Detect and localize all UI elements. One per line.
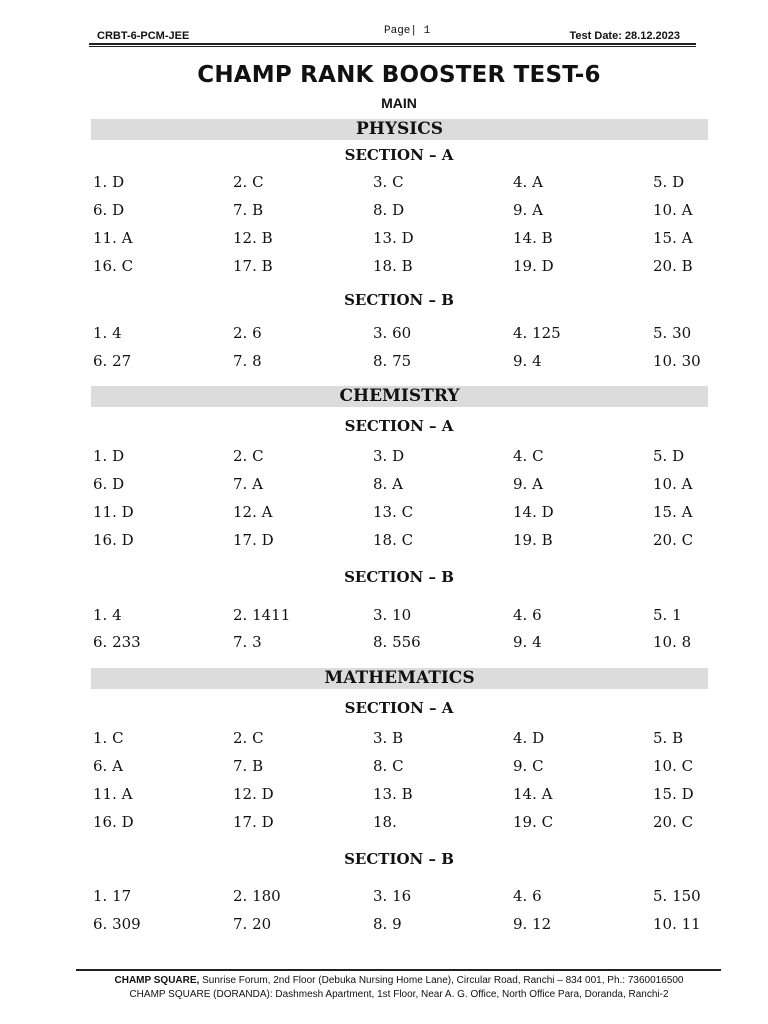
- answer-cell: 8. A: [373, 475, 403, 493]
- answer-row: [93, 257, 733, 277]
- answer-row: [93, 475, 733, 495]
- answer-cell: 2. C: [233, 447, 264, 465]
- answer-cell: 3. C: [373, 173, 404, 191]
- answer-cell: 4. C: [513, 447, 544, 465]
- answer-cell: 20. C: [653, 531, 694, 549]
- answer-cell: 1. D: [93, 173, 125, 191]
- answer-cell: 13. D: [373, 229, 414, 247]
- answer-cell: 5. B: [653, 729, 684, 747]
- subject-bar-mathematics: MATHEMATICS: [91, 668, 708, 689]
- answer-cell: 10. 30: [653, 352, 701, 370]
- answer-cell: 18. B: [373, 257, 413, 275]
- answer-cell: 13. C: [373, 503, 414, 521]
- answer-cell: 1. D: [93, 447, 125, 465]
- answer-cell: 16. C: [93, 257, 134, 275]
- answer-cell: 6. 309: [93, 915, 141, 933]
- answer-cell: 10. A: [653, 201, 693, 219]
- subject-bar-chemistry: CHEMISTRY: [91, 386, 708, 407]
- answer-cell: 9. C: [513, 757, 544, 775]
- answer-cell: 10. A: [653, 475, 693, 493]
- answer-cell: 11. A: [93, 785, 133, 803]
- answer-cell: 18. C: [373, 531, 414, 549]
- answer-cell: 5. 150: [653, 887, 701, 905]
- footer-address-text: Sunrise Forum, 2nd Floor (Debuka Nursing Home Lane), Circular Road, Ranchi – 834 001, Ph.: 7360016500: [199, 975, 684, 986]
- answer-cell: 10. 8: [653, 633, 692, 651]
- answer-cell: 8. 75: [373, 352, 412, 370]
- footer-address-doranda: CHAMP SQUARE (DORANDA): Dashmesh Apartment, 1st Floor, Near A. G. Office, North Office Para, Doranda, Ranchi-2: [129, 989, 669, 1000]
- answer-cell: 9. 4: [513, 633, 542, 651]
- answer-cell: 9. 4: [513, 352, 542, 370]
- answer-cell: 14. B: [513, 229, 553, 247]
- answer-row: [93, 915, 733, 935]
- section-a-title: SECTION – A: [344, 417, 454, 435]
- answer-cell: 12. B: [233, 229, 273, 247]
- answer-cell: 15. A: [653, 503, 693, 521]
- answer-cell: 12. A: [233, 503, 273, 521]
- answer-cell: 14. D: [513, 503, 554, 521]
- answer-cell: 15. D: [653, 785, 694, 803]
- answer-row: [93, 633, 733, 653]
- answer-cell: 1. 17: [93, 887, 132, 905]
- answer-cell: 5. 30: [653, 324, 692, 342]
- answer-cell: 5. 1: [653, 606, 682, 624]
- answer-cell: 19. C: [513, 813, 554, 831]
- answer-cell: 14. A: [513, 785, 553, 803]
- answer-cell: 6. A: [93, 757, 123, 775]
- subject-bar-physics: PHYSICS: [91, 119, 708, 140]
- answer-row: [93, 503, 733, 523]
- header-rule: [89, 43, 696, 45]
- doc-code: CRBT-6-PCM-JEE: [97, 30, 190, 42]
- test-date: Test Date: 28.12.2023: [569, 30, 680, 42]
- answer-cell: 12. D: [233, 785, 274, 803]
- answer-cell: 4. 6: [513, 606, 542, 624]
- answer-cell: 17. D: [233, 531, 274, 549]
- answer-cell: 8. D: [373, 201, 405, 219]
- answer-cell: 17. D: [233, 813, 274, 831]
- header-rule-thin: [89, 46, 696, 47]
- page-subtitle: MAIN: [381, 95, 417, 111]
- page-number: Page| 1: [384, 25, 431, 37]
- section-b-title: SECTION – B: [344, 568, 454, 586]
- section-a-title: SECTION – A: [344, 699, 454, 717]
- answer-row: [93, 606, 733, 626]
- section-a-title: SECTION – A: [344, 146, 454, 164]
- answer-cell: 10. C: [653, 757, 694, 775]
- answer-cell: 6. D: [93, 475, 125, 493]
- answer-row: [93, 887, 733, 907]
- answer-row: [93, 447, 733, 467]
- answer-cell: 7. 20: [233, 915, 272, 933]
- section-b-title: SECTION – B: [344, 291, 454, 309]
- answer-cell: 2. 180: [233, 887, 281, 905]
- answer-row: [93, 201, 733, 221]
- footer-rule: [76, 969, 721, 971]
- answer-cell: 7. B: [233, 201, 264, 219]
- answer-cell: 4. D: [513, 729, 545, 747]
- answer-cell: 1. C: [93, 729, 124, 747]
- answer-cell: 7. B: [233, 757, 264, 775]
- footer-brand: CHAMP SQUARE,: [114, 975, 200, 986]
- answer-cell: 7. A: [233, 475, 263, 493]
- answer-row: [93, 531, 733, 551]
- answer-row: [93, 324, 733, 344]
- answer-cell: 18.: [373, 813, 397, 831]
- answer-row: [93, 813, 733, 833]
- answer-cell: 11. A: [93, 229, 133, 247]
- answer-row: [93, 229, 733, 249]
- answer-cell: 3. 60: [373, 324, 412, 342]
- answer-cell: 8. 9: [373, 915, 402, 933]
- answer-cell: 8. C: [373, 757, 404, 775]
- page-title: CHAMP RANK BOOSTER TEST-6: [197, 62, 601, 88]
- answer-cell: 16. D: [93, 531, 134, 549]
- answer-cell: 6. D: [93, 201, 125, 219]
- answer-cell: 6. 233: [93, 633, 141, 651]
- answer-cell: 2. 1411: [233, 606, 291, 624]
- answer-cell: 3. B: [373, 729, 404, 747]
- answer-cell: 9. 12: [513, 915, 552, 933]
- footer-address-main: [0, 975, 768, 986]
- answer-cell: 9. A: [513, 475, 543, 493]
- answer-cell: 1. 4: [93, 606, 122, 624]
- answer-cell: 10. 11: [653, 915, 701, 933]
- answer-cell: 1. 4: [93, 324, 122, 342]
- section-b-title: SECTION – B: [344, 850, 454, 868]
- answer-cell: 5. D: [653, 173, 685, 191]
- answer-cell: 3. D: [373, 447, 405, 465]
- answer-cell: 19. D: [513, 257, 554, 275]
- answer-row: [93, 173, 733, 193]
- answer-cell: 3. 16: [373, 887, 412, 905]
- answer-cell: 13. B: [373, 785, 413, 803]
- answer-row: [93, 757, 733, 777]
- answer-cell: 2. C: [233, 173, 264, 191]
- answer-cell: 19. B: [513, 531, 553, 549]
- answer-cell: 2. C: [233, 729, 264, 747]
- answer-row: [93, 729, 733, 749]
- answer-cell: 4. A: [513, 173, 543, 191]
- answer-cell: 11. D: [93, 503, 134, 521]
- answer-row: [93, 352, 733, 372]
- answer-cell: 4. 6: [513, 887, 542, 905]
- answer-cell: 8. 556: [373, 633, 421, 651]
- answer-cell: 20. C: [653, 813, 694, 831]
- answer-cell: 3. 10: [373, 606, 412, 624]
- answer-cell: 7. 3: [233, 633, 262, 651]
- answer-cell: 9. A: [513, 201, 543, 219]
- answer-row: [93, 785, 733, 805]
- answer-cell: 4. 125: [513, 324, 561, 342]
- answer-cell: 6. 27: [93, 352, 132, 370]
- answer-cell: 5. D: [653, 447, 685, 465]
- answer-cell: 2. 6: [233, 324, 262, 342]
- answer-cell: 16. D: [93, 813, 134, 831]
- answer-cell: 20. B: [653, 257, 693, 275]
- answer-cell: 7. 8: [233, 352, 262, 370]
- answer-cell: 15. A: [653, 229, 693, 247]
- answer-cell: 17. B: [233, 257, 273, 275]
